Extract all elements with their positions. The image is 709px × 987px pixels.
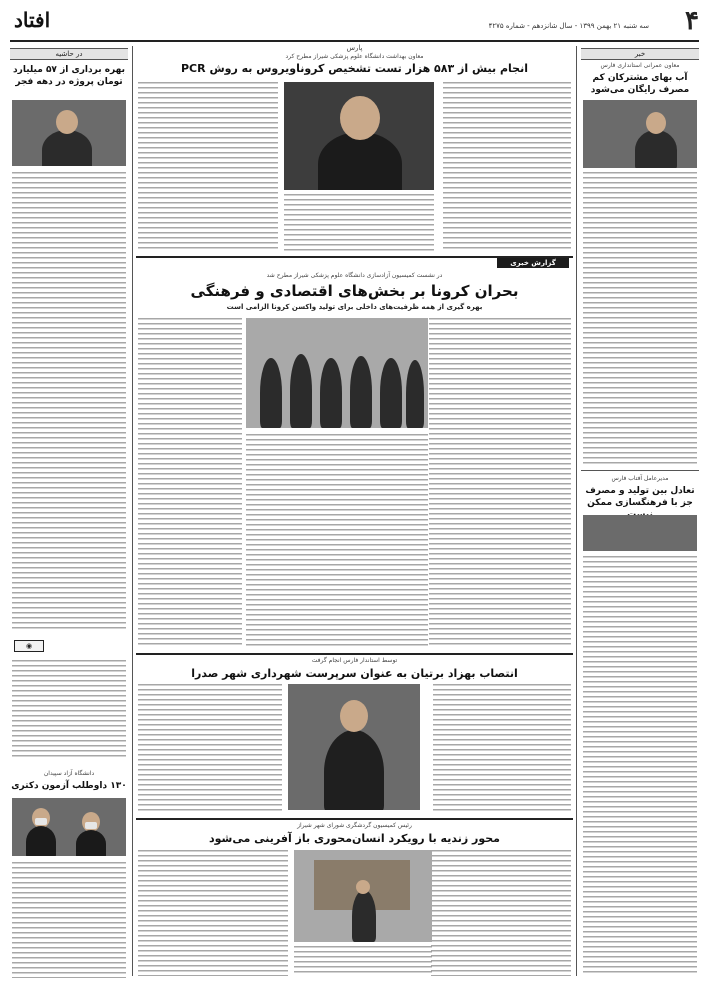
- top-kicker: معاون بهداشت دانشگاه علوم پزشکی شیراز مطرح کرد: [285, 53, 424, 60]
- page-number: ۴: [685, 6, 699, 36]
- right-mid-headline: تعادل بین تولید و مصرف جز با فرهنگسازی ممکن: [585, 486, 695, 508]
- left-uni-body: [12, 862, 126, 978]
- left-column-header: در حاشیه: [10, 48, 128, 60]
- divider: [576, 46, 577, 976]
- bottom-caption: [294, 946, 432, 976]
- report-body-col2: [246, 434, 428, 648]
- bottom-body-right: [431, 850, 571, 976]
- report-headline: بحران کرونا بر بخش‌های اقتصادی و فرهنگی: [190, 282, 519, 300]
- top-body-right: [443, 82, 571, 252]
- top-headline: انجام بیش از ۵۸۳ هزار تست تشخیص کرونا‌ویروس به روش PCR: [181, 62, 528, 75]
- left-uni-photo: [12, 798, 126, 856]
- right-column-header: خبر: [581, 48, 699, 60]
- report-kicker: در نشست کمیسیون آزادسازی دانشگاه علوم پزشکی شیراز مطرح شد: [266, 272, 443, 279]
- mayor-photo: [288, 684, 420, 810]
- right-top-photo: [583, 100, 697, 168]
- right-top-headline: آب بهای مشترکان کم مصرف رایگان می‌شود: [590, 73, 690, 95]
- report-body-col3: [138, 318, 242, 648]
- mayor-kicker: توسط استاندار فارس انجام گرفت: [311, 657, 398, 664]
- top-body-left: [138, 82, 278, 252]
- left-top-photo: [12, 100, 126, 166]
- newspaper-logo: افتاد: [14, 8, 51, 32]
- left-uni-headline: ۱۳۰ داوطلب آزمون دکتری: [11, 781, 127, 791]
- issue-line: سه شنبه ۲۱ بهمن ۱۳۹۹ - سال شانزدهم - شماره ۴۲۷۵: [488, 22, 649, 30]
- bottom-photo: [294, 850, 432, 942]
- report-subheadline: بهره گیری از همه ظرفیت‌های داخلی برای تولید واکسن کرونا الزامی است: [226, 303, 483, 311]
- report-photo: [246, 318, 428, 428]
- section-icon: ◉: [14, 640, 44, 652]
- report-body-col1: [429, 318, 571, 648]
- report-tag: گزارش خبری: [497, 258, 569, 268]
- top-photo-caption: [284, 194, 434, 252]
- top-photo: [284, 82, 434, 190]
- divider: [132, 46, 133, 976]
- mayor-headline: انتصاب بهزاد برتیان به عنوان سرپرست شهرداری شهر صدرا: [191, 667, 518, 680]
- right-top-body: [583, 172, 697, 464]
- top-kicker-source: پارس: [346, 44, 363, 52]
- bottom-headline: محور زندیه با رویکرد انسان‌محوری باز آفرینی می‌شود: [209, 832, 500, 845]
- left-mid-body: [12, 660, 126, 760]
- mayor-body-right: [433, 684, 571, 814]
- left-top-headline: بهره برداری از ۵۷ میلیارد تومان پروژه در دهه فجر: [13, 65, 125, 87]
- mayor-body-left: [138, 684, 282, 814]
- left-top-body: [12, 172, 126, 632]
- bottom-body-left: [138, 850, 288, 976]
- divider: [136, 653, 573, 655]
- right-top-kicker: معاون عمرانی استانداری فارس: [600, 62, 680, 69]
- left-uni-kicker: دانشگاه آزاد سپیدان: [43, 770, 95, 777]
- right-mid-photo: [583, 515, 697, 551]
- divider: [136, 818, 573, 820]
- bottom-kicker: رئیس کمیسیون گردشگری شورای شهر شیراز: [297, 822, 412, 829]
- right-mid-body: [583, 556, 697, 976]
- right-mid-kicker: مدیرعامل آفتاب فارس: [611, 475, 669, 482]
- divider: [581, 470, 699, 471]
